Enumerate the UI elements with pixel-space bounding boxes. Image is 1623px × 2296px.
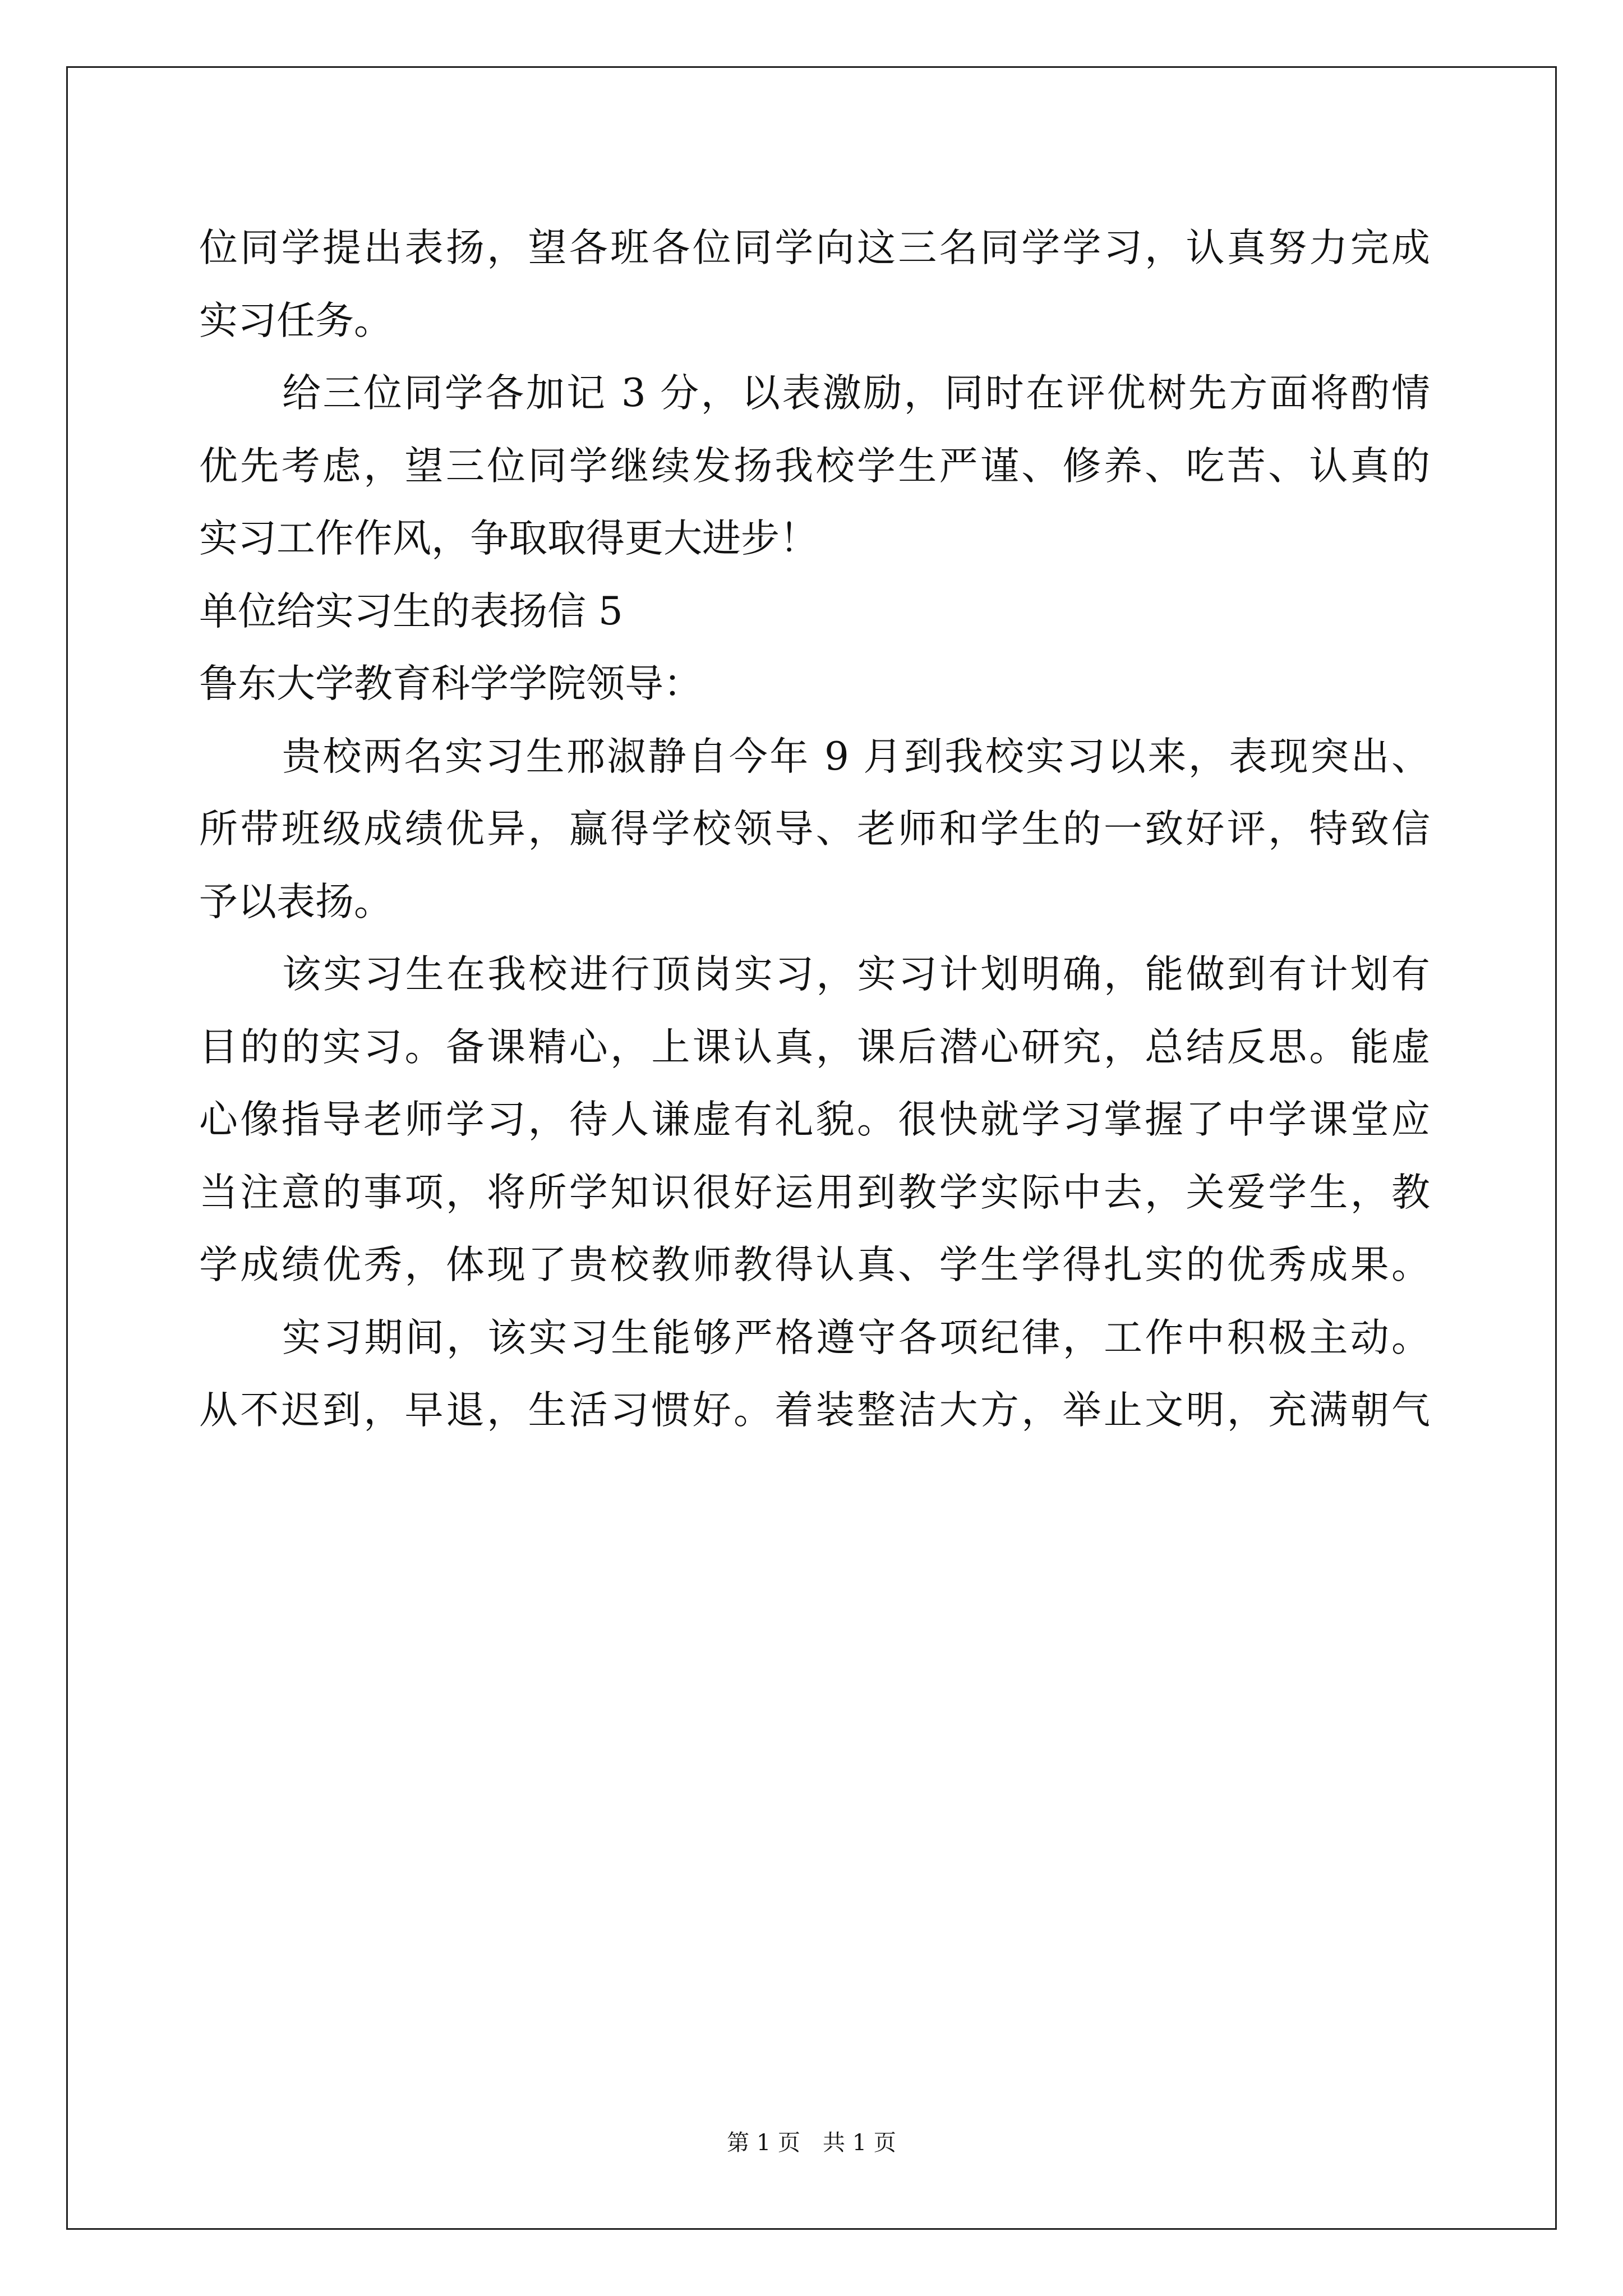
text-line: 优先考虑，望三位同学继续发扬我校学生严谨、修养、吃苦、认真的 (199, 443, 1430, 489)
text-line: 学成绩优秀，体现了贵校教师教得认真、学生学得扎实的优秀成果。 (199, 1243, 1430, 1287)
text-line: 从不迟到，早退，生活习惯好。着装整洁大方，举止文明，充满朝气 (199, 1388, 1430, 1433)
text-line: 实习期间，该实习生能够严格遵守各项纪律，工作中积极主动。 (282, 1315, 1430, 1360)
section-heading: 单位给实习生的表扬信 5 (199, 588, 623, 634)
salutation: 鲁东大学教育科学学院领导： (199, 661, 702, 706)
text-line: 目的的实习。备课精心，上课认真，课后潜心研究，总结反思。能虚 (199, 1024, 1430, 1070)
text-line: 给三位同学各加记 3 分，以表激励，同时在评优树先方面将酌情 (282, 371, 1430, 416)
text-line: 该实习生在我校进行顶岗实习，实习计划明确，能做到有计划有 (282, 952, 1430, 997)
text-line: 实习任务。 (199, 298, 393, 343)
document-body (199, 222, 1430, 1457)
text-line: 位同学提出表扬，望各班各位同学向这三名同学学习，认真努力完成 (199, 226, 1430, 270)
text-line: 心像指导老师学习，待人谦虚有礼貌。很快就学习掌握了中学课堂应 (199, 1097, 1430, 1142)
text-line: 所带班级成绩优异，赢得学校领导、老师和学生的一致好评，特致信 (199, 807, 1430, 852)
text-line: 贵校两名实习生邢淑静自今年 9 月到我校实习以来，表现突出、 (282, 734, 1430, 779)
text-line: 实习工作作风，争取取得更大进步！ (199, 516, 818, 561)
text-line: 当注意的事项，将所学知识很好运用到教学实际中去，关爱学生，教 (199, 1170, 1430, 1215)
page-footer: 第 1 页 共 1 页 (727, 2130, 896, 2156)
text-line: 予以表扬。 (199, 879, 393, 924)
